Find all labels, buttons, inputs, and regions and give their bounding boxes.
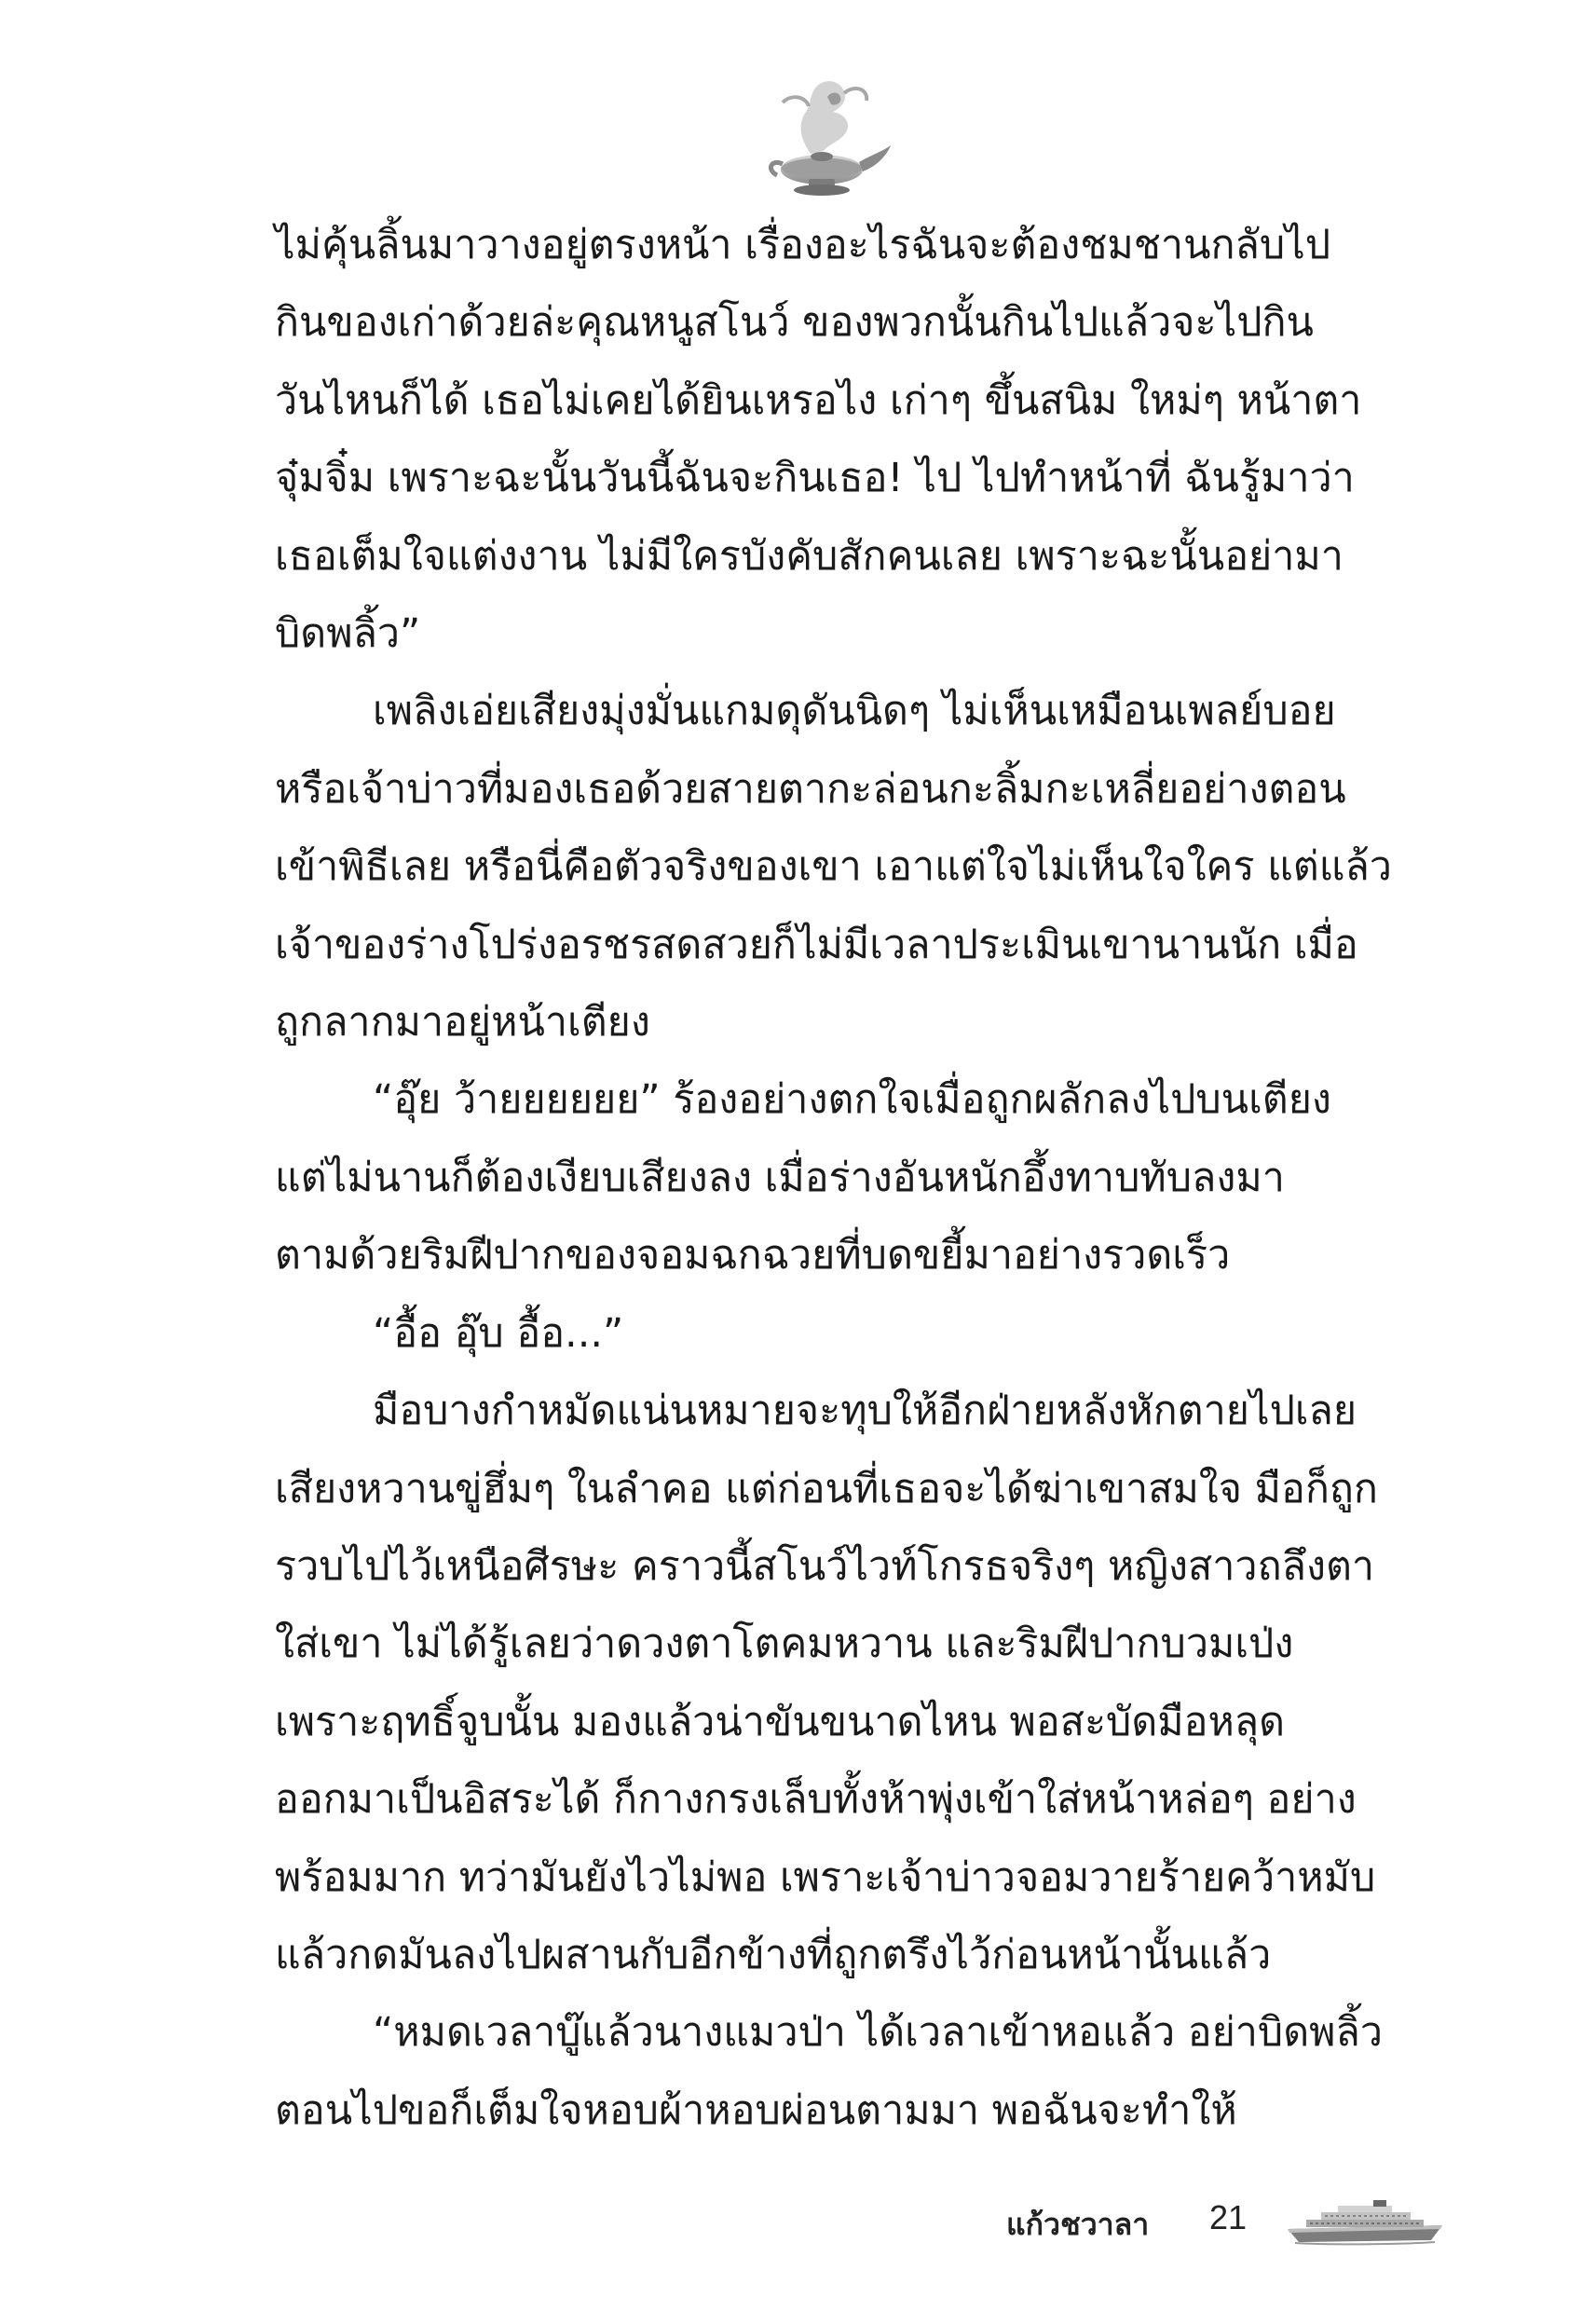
page-number: 21 [1209,2198,1248,2236]
text-line: วันไหนก็ได้ เธอไม่เคยได้ยินเหรอไง เก่าๆ ขึ้นสนิม ใหม่ๆ หน้าตา [275,376,1362,424]
text-line: รวบไปไว้เหนือศีรษะ คราวนี้สโนว์ไวท์โกรธจริงๆ หญิงสาวถลึงตา [275,1542,1375,1590]
text-line: เพลิงเอ่ยเสียงมุ่งมั่นแกมดุดันนิดๆ ไม่เห็นเหมือนเพลย์บอย [373,688,1336,735]
text-line: ไม่คุ้นลิ้นมาวางอยู่ตรงหน้า เรื่องอะไรฉันจะต้องชมชานกลับไป [275,222,1331,268]
text-line: เพราะฤทธิ์จูบนั้น มองแล้วน่าขันขนาดไหน พอสะบัดมือหลุด [275,1698,1286,1745]
text-line: จุ๋มจิ๋ม เพราะฉะนั้นวันนี้ฉันจะกินเธอ! ไป ไปทำหน้าที่ ฉันรู้มาว่า [275,455,1355,502]
text-line: ออกมาเป็นอิสระได้ ก็กางกรงเล็บทั้งห้าพุ่งเข้าใส่หน้าหล่อๆ อย่าง [275,1776,1357,1824]
text-line: พร้อมมาก ทว่ามันยังไวไม่พอ เพราะเจ้าบ่าวจอมวายร้ายคว้าหมับ [275,1853,1376,1901]
text-line: “หมดเวลาบู๊แล้วนางแมวป่า ได้เวลาเข้าหอแล้ว อย่าบิดพลิ้ว [373,2009,1383,2057]
text-line: บิดพลิ้ว” [275,610,421,658]
body-text [275,207,1407,2150]
text-line: กินของเก่าด้วยล่ะคุณหนูสโนว์ ของพวกนั้นกินไปแล้วจะไปกิน [275,299,1314,347]
genie-lamp-icon [755,65,894,205]
text-line: เจ้าของร่างโปร่งอรชรสดสวยก็ไม่มีเวลาประเมินเขานานนัก เมื่อ [275,921,1358,968]
text-line: “อื้อ อุ๊บ อื้อ...” [373,1309,624,1357]
text-line: “อุ๊ย ว้ายยยยยย” ร้องอย่างตกใจเมื่อถูกผลักลงไปบนเตียง [373,1076,1331,1124]
text-line: แล้วกดมันลงไปผสานกับอีกข้างที่ถูกตรึงไว้ก่อนหน้านั้นแล้ว [275,1931,1272,1978]
text-line: หรือเจ้าบ่าวที่มองเธอด้วยสายตากะล่อนกะลิ้มกะเหลี่ยอย่างตอน [275,765,1346,813]
page-footer [1006,2195,1453,2251]
text-line: แต่ไม่นานก็ต้องเงียบเสียงลง เมื่อร่างอันหนักอึ้งทาบทับลงมา [275,1154,1285,1201]
text-line: เข้าพิธีเลย หรือนี่คือตัวจริงของเขา เอาแต่ใจไม่เห็นใจใคร แต่แล้ว [275,843,1392,891]
text-line: ใส่เขา ไม่ได้รู้เลยว่าดวงตาโตคมหวาน และริมฝีปากบวมเป่ง [275,1620,1294,1668]
text-line: ตอนไปขอก็เต็มใจหอบผ้าหอบผ่อนตามมา พอฉันจะทำให้ [275,2086,1237,2134]
text-line: เธอเต็มใจแต่งงาน ไม่มีใครบังคับสักคนเลย เพราะฉะนั้นอย่ามา [275,532,1344,580]
text-line: มือบางกำหมัดแน่นหมายจะทุบให้อีกฝ่ายหลังหักตายไปเลย [373,1388,1357,1435]
ship-icon [1286,2197,1444,2246]
text-line: ถูกลากมาอยู่หน้าเตียง [275,999,650,1046]
text-line: เสียงหวานขู่ฮึ่มๆ ในลำคอ แต่ก่อนที่เธอจะได้ฆ่าเขาสมใจ มือก็ถูก [275,1465,1378,1512]
text-line: ตามด้วยริมฝีปากของจอมฉกฉวยที่บดขยี้มาอย่างรวดเร็ว [275,1232,1231,1279]
book-title: แก้วชวาลา [1006,2207,1150,2242]
